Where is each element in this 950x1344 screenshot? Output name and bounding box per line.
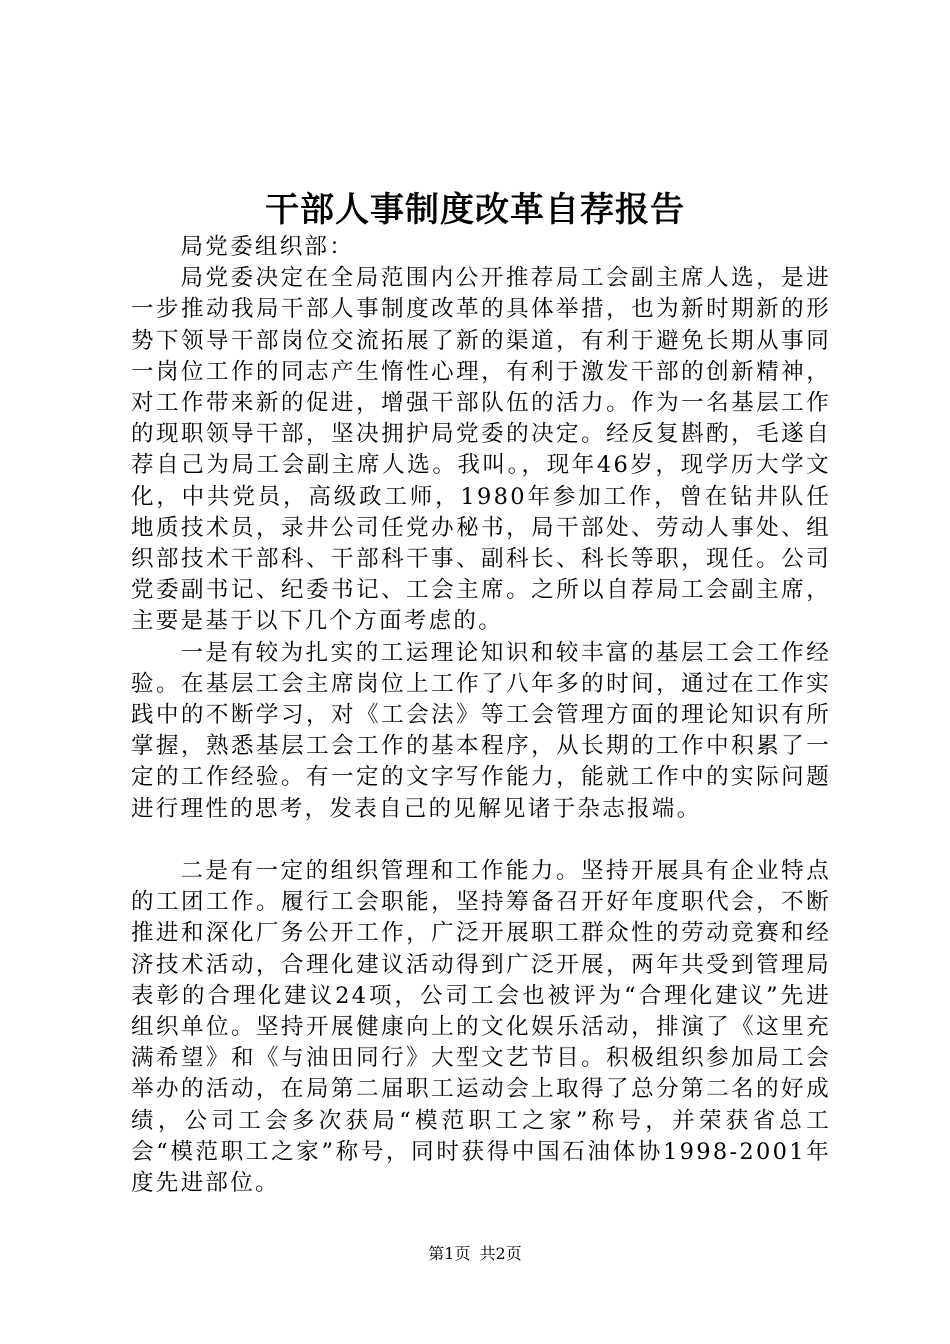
paragraph-intro: 局党委决定在全局范围内公开推荐局工会副主席人选，是进一步推动我局干部人事制度改革的具体举措，也为新时期新的形势下领导干部岗位交流拓展了新的渠道，有利于避免长期从事同一岗位工作的同志产生惰性心理，有利于激发干部的创新精神，对工作带来新的促进，增强干部队伍的活力。作为一名基层工作的现职领导干部，坚决拥护局党委的决定。经反复斟酌，毛遂自荐自己为局工会副主席人选。我叫。，现年46岁，现学历大学文化，中共党员，高级政工师，1980年参加工作，曾在钻井队任地质技术员，录井公司任党办秘书，局干部处、劳动人事处、组织部技术干部科、干部科干事、副科长、科长等职，现任。公司党委副书记、纪委书记、工会主席。之所以自荐局工会副主席，主要是基于以下几个方面考虑的。 [131, 265, 831, 635]
page-footer [0, 1241, 950, 1264]
document-body [131, 232, 831, 1199]
page-number: 第1页 [428, 1244, 471, 1263]
page-total: 共2页 [479, 1244, 522, 1263]
paragraph-point-two: 二是有一定的组织管理和工作能力。坚持开展具有企业特点的工团工作。履行工会职能，坚持筹备召开好年度职代会，不断推进和深化厂务公开工作，广泛开展职工群众性的劳动竞赛和经济技术活动，合理化建议活动得到广泛开展，两年共受到管理局表彰的合理化建议24项，公司工会也被评为“合理化建议”先进组织单位。坚持开展健康向上的文化娱乐活动，排演了《这里充满希望》和《与油田同行》大型文艺节目。积极组织参加局工会举办的活动，在局第二届职工运动会上取得了总分第二名的好成绩，公司工会多次获局“模范职工之家”称号，并荣获省总工会“模范职工之家”称号，同时获得中国石油体协1998-2001年度先进部位。 [131, 858, 831, 1197]
paragraph-point-one: 一是有较为扎实的工运理论知识和较丰富的基层工会工作经验。在基层工会主席岗位上工作了八年多的时间，通过在工作实践中的不断学习，对《工会法》等工会管理方面的理论知识有所掌握，熟悉基层工会工作的基本程序，从长期的工作中积累了一定的工作经验。有一定的文字写作能力，能就工作中的实际问题进行理性的思考，发表自己的见解见诸于杂志报端。 [131, 639, 831, 822]
document-title: 干部人事制度改革自荐报告 [265, 190, 685, 230]
salutation: 局党委组织部： [180, 234, 355, 260]
